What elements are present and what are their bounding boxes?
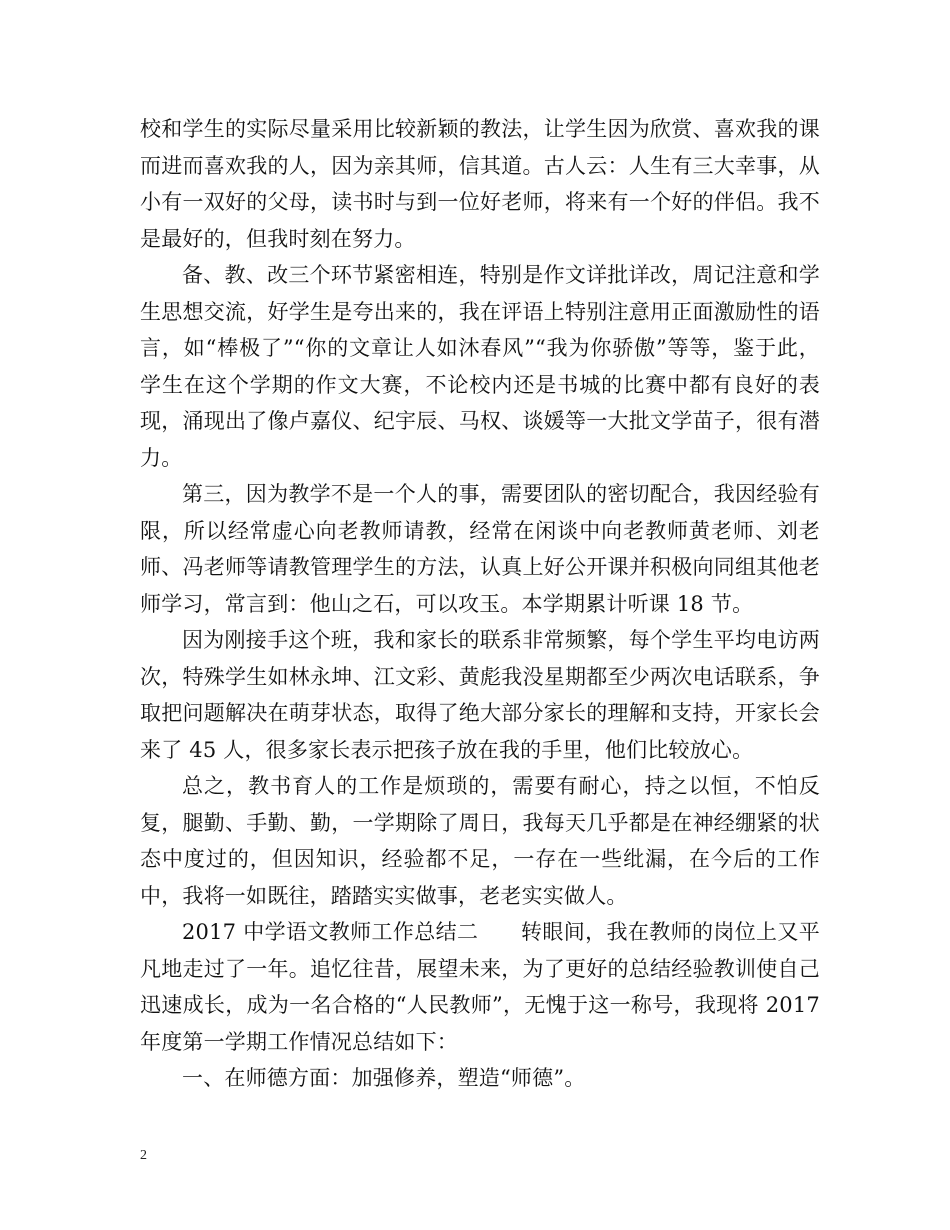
paragraph: 因为刚接手这个班，我和家长的联系非常频繁，每个学生平均电访两次，特殊学生如林永坤、江文彩、黄彪我没星期都至少两次电话联系，争取把问题解决在萌芽状态，取得了绝大部分家长的理解和支持，开家长会来了 45 人，很多家长表示把孩子放在我的手里，他们比较放心。: [140, 628, 820, 762]
paragraph: 校和学生的实际尽量采用比较新颖的教法，让学生因为欣赏、喜欢我的课而进而喜欢我的人，因为亲其师，信其道。古人云：人生有三大幸事，从小有一双好的父母，读书时与到一位好老师，将来有一个好的伴侣。我不是最好的，但我时刻在努力。: [140, 117, 820, 251]
paragraph: 备、教、改三个环节紧密相连，特别是作文详批详改，周记注意和学生思想交流，好学生是夸出来的，我在评语上特别注意用正面激励性的语言，如“棒极了”“你的文章让人如沐春风”“我为你骄傲”等等，鉴于此，学生在这个学期的作文大赛，不论校内还是书城的比赛中都有良好的表现，涌现出了像卢嘉仪、纪宇辰、马权、谈媛等一大批文学苗子，很有潜力。: [140, 263, 820, 470]
paragraph: 一、在师德方面：加强修养，塑造“师德”。: [182, 1066, 586, 1090]
page-number: 2: [140, 1148, 147, 1163]
paragraph: 2017 中学语文教师工作总结二 转眼间，我在教师的岗位上又平凡地走过了一年。追忆往昔，展望未来，为了更好的总结经验教训使自己迅速成长，成为一名合格的“人民教师”，无愧于这一称号，我现将 2017 年度第一学期工作情况总结如下：: [140, 920, 820, 1054]
document-body: [140, 111, 820, 1097]
paragraph: 第三，因为教学不是一个人的事，需要团队的密切配合，我因经验有限，所以经常虚心向老教师请教，经常在闲谈中向老教师黄老师、刘老师、冯老师等请教管理学生的方法，认真上好公开课并积极向同组其他老师学习，常言到：他山之石，可以攻玉。本学期累计听课 18 节。: [140, 482, 820, 616]
paragraph: 总之，教书育人的工作是烦琐的，需要有耐心，持之以恒，不怕反复，腿勤、手勤、勤，一学期除了周日，我每天几乎都是在神经绷紧的状态中度过的，但因知识，经验都不足，一存在一些纰漏，在今后的工作中，我将一如既往，踏踏实实做事，老老实实做人。: [140, 774, 820, 908]
